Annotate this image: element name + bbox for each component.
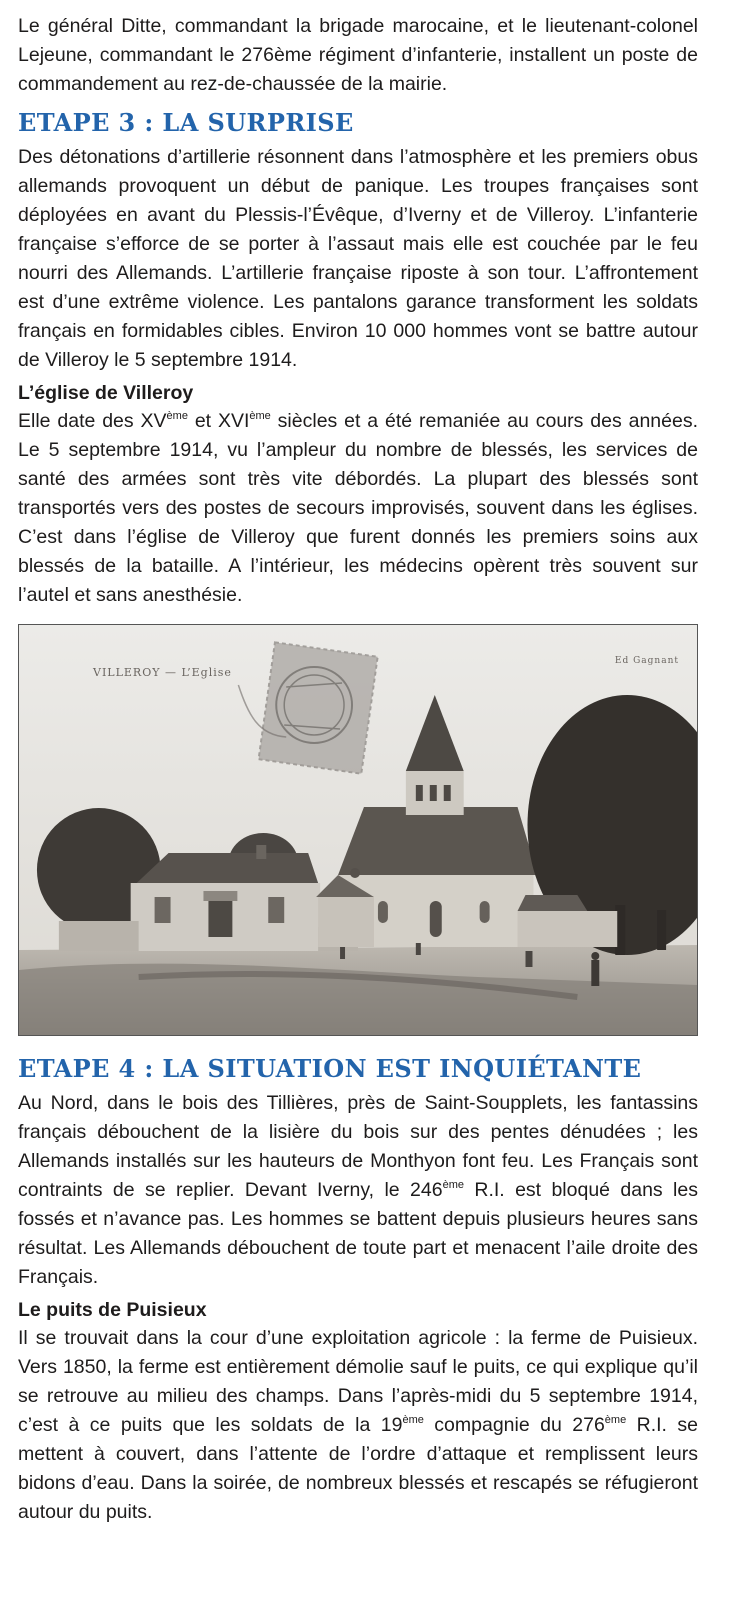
puits-heading: Le puits de Puisieux [18, 1299, 207, 1321]
eglise-heading: L’église de Villeroy [18, 382, 194, 404]
puits-paragraph: Il se trouvait dans la cour d’une exploitation agricole : la ferme de Puisieux. Vers 1850, la ferme est entièrement démolie sauf le puits, ce qui explique qu’il se retrouve au milieu des champs. Dans l’après-midi du 5 septembre 1914, c’est à ce puits que les soldats de la 19ème compagnie du 276ème R.I. se mettent à couvert, dans l’attente de l’ordre d’attaque et remplissent leurs bidons d’eau. Dans la soirée, de nombreux blessés et rescapés se réfugieront autour du puits. [18, 1327, 699, 1523]
etape3-heading: ETAPE 3 : LA SURPRISE [18, 108, 354, 137]
church-postcard-photo [18, 624, 698, 1036]
photo-caption-title: VILLEROY — L’Eglise [93, 666, 232, 679]
etape4-paragraph: Au Nord, dans le bois des Tillières, près de Saint-Soupplets, les fantassins français débouchent de la lisière du bois sur des pentes dénudées ; les Allemands installés sur les hauteurs de Monthyon font feu. Les Français sont contraints de se replier. Devant Iverny, le 246ème R.I. est bloqué dans les fossés et n’avance pas. Les hommes se battent depuis plusieurs heures sans résultat. Les Allemands débouchent de toute part et menacent l’aile droite des Français. [18, 1092, 698, 1288]
intro-paragraph: Le général Ditte, commandant la brigade marocaine, et le lieutenant-colonel Lejeune, commandant le 276ème régiment d’infanterie, installent un poste de commandement au rez-de-chaussée de la mairie. [18, 15, 698, 95]
etape3-paragraph: Des détonations d’artillerie résonnent dans l’atmosphère et les premiers obus allemands provoquent un début de panique. Les troupes françaises sont déployées en avant du Plessis-l’Évêque, d’Iverny et de Villeroy. L’infanterie française s’efforce de se porter à l’assaut mais elle est couchée par le feu nourri des Allemands. L’artillerie française riposte à son tour. L’affrontement est d’une extrême violence. Les pantalons garance transforment les soldats français en formidables cibles. Environ 10 000 hommes vont se battre autour de Villeroy le 5 septembre 1914. [18, 146, 698, 371]
postage-stamp [259, 642, 378, 773]
document-page [18, 0, 698, 1527]
photo-caption-publisher: Ed Gagnant [614, 656, 679, 666]
eglise-paragraph: Elle date des XVème et XVIème siècles et a été remaniée au cours des années. Le 5 septembre 1914, vu l’ampleur du nombre de blessés, les services de santé des armées sont très vite débordés. La plupart des blessés sont transportés vers des postes de secours improvisés, souvent dans les églises. C’est dans l’église de Villeroy que furent donnés les premiers soins aux blessés de la bataille. A l’intérieur, les médecins opèrent très souvent sur l’autel et sans anesthésie. [18, 410, 698, 606]
etape4-heading: ETAPE 4 : LA SITUATION EST INQUIÉTANTE [18, 1054, 642, 1083]
